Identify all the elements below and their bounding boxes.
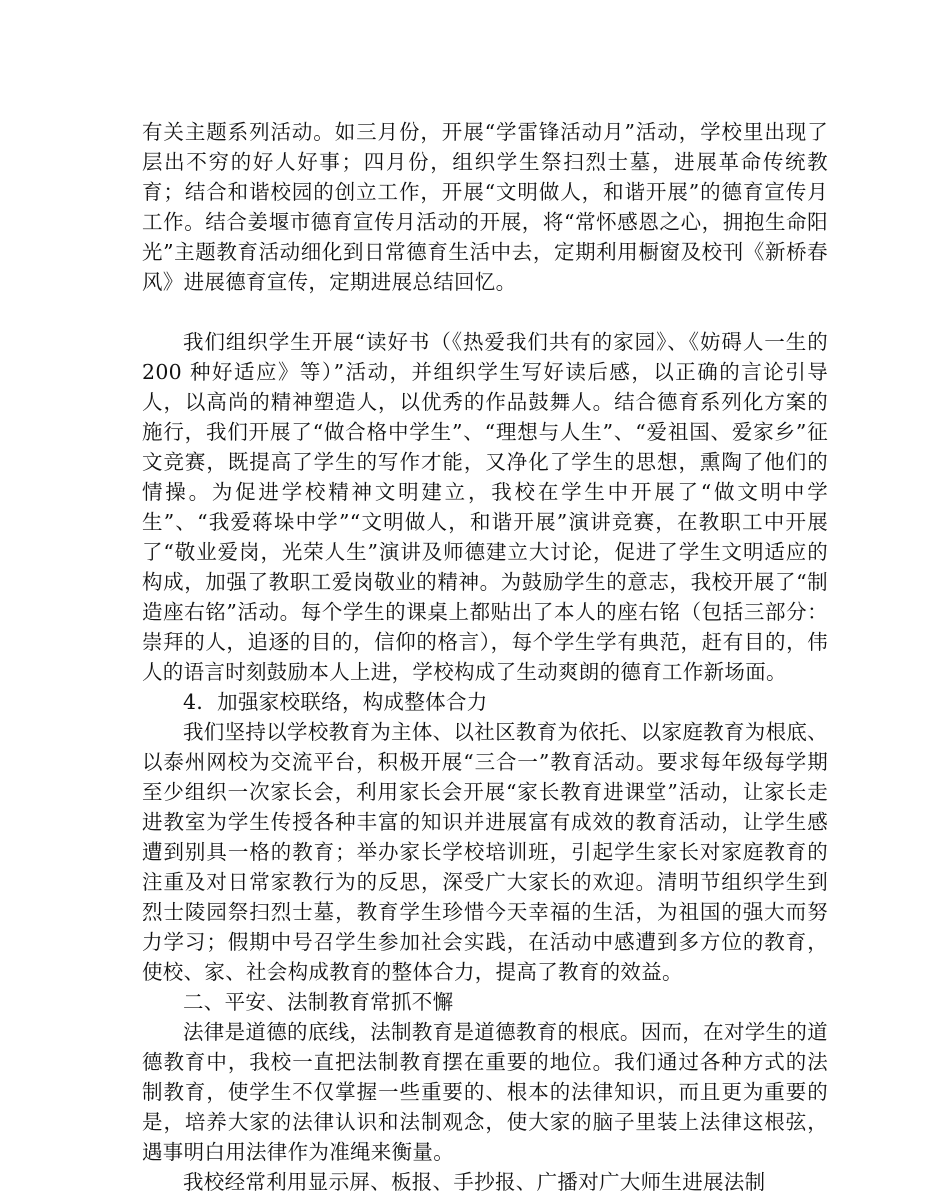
paragraph-2: 我们组织学生开展“读好书（《热爱我们共有的家园》、《妨碍人一生的 200 种好适应》等）”活动，并组织学生写好读后感，以正确的言论引导人，以高尚的精神塑造人，以优秀的作品鼓舞人。结合德育系列化方案的施行，我们开展了“做合格中学生”、“理想与人生”、“爱祖国、爱家乡”征文竞赛，既提高了学生的写作才能，又净化了学生的思想，熏陶了他们的情操。为促进学校精神文明建立，我校在学生中开展了“做文明中学生”、“我爱蒋垛中学”“文明做人，和谐开展”演讲竞赛，在教职工中开展了“敬业爱岗，光荣人生”演讲及师德建立大讨论，促进了学生文明适应的构成，加强了教职工爱岗敬业的精神。为鼓励学生的意志，我校开展了“制造座右铭”活动。每个学生的课桌上都贴出了本人的座右铭（包括三部分：崇拜的人，追逐的目的，信仰的格言），每个学生学有典范，赶有目的，伟人的语言时刻鼓励本人上进，学校构成了生动爽朗的德育工作新场面。	[142, 330, 828, 684]
paragraph-1: 有关主题系列活动。如三月份，开展“学雷锋活动月”活动，学校里出现了层出不穷的好人好事；四月份，组织学生祭扫烈士墓，进展革命传统教育；结合和谐校园的创立工作，开展“文明做人，和谐开展”的德育宣传月工作。结合姜堰市德育宣传月活动的开展，将“常怀感恩之心，拥抱生命阳光”主题教育活动细化到日常德育生活中去，定期利用橱窗及校刊《新桥春风》进展德育宣传，定期进展总结回忆。	[142, 120, 828, 294]
paragraph-3: 我们坚持以学校教育为主体、以社区教育为依托、以家庭教育为根底、以泰州网校为交流平台，积极开展“三合一”教育活动。要求每年级每学期至少组织一次家长会，利用家长会开展“家长教育进课堂”活动，让家长走进教室为学生传授各种丰富的知识并进展富有成效的教育活动，让学生感遭到别具一格的教育；举办家长学校培训班，引起学生家长对家庭教育的注重及对日常家教行为的反思，深受广大家长的欢迎。清明节组织学生到烈士陵园祭扫烈士墓，教育学生珍惜今天幸福的生活，为祖国的强大而努力学习；假期中号召学生参加社会实践，在活动中感遭到多方位的教育，使校、家、社会构成教育的整体合力，提高了教育的效益。	[142, 720, 828, 984]
document-body	[142, 117, 828, 1197]
paragraph-4: 法律是道德的底线，法制教育是道德教育的根底。因而，在对学生的道德教育中，我校一直把法制教育摆在重要的地位。我们通过各种方式的法制教育，使学生不仅掌握一些重要的、根本的法律知识，而且更为重要的是，培养大家的法律认识和法制观念，使大家的脑子里装上法律这根弦，遇事明白用法律作为准绳来衡量。	[142, 1020, 828, 1164]
section-heading-legal-education: 二、平安、法制教育常抓不懈	[183, 990, 454, 1014]
section-heading-home-school: 4．加强家校联络，构成整体合力	[183, 690, 488, 714]
paragraph-5: 我校经常利用显示屏、板报、手抄报、广播对广大师生进展法制	[183, 1170, 766, 1194]
